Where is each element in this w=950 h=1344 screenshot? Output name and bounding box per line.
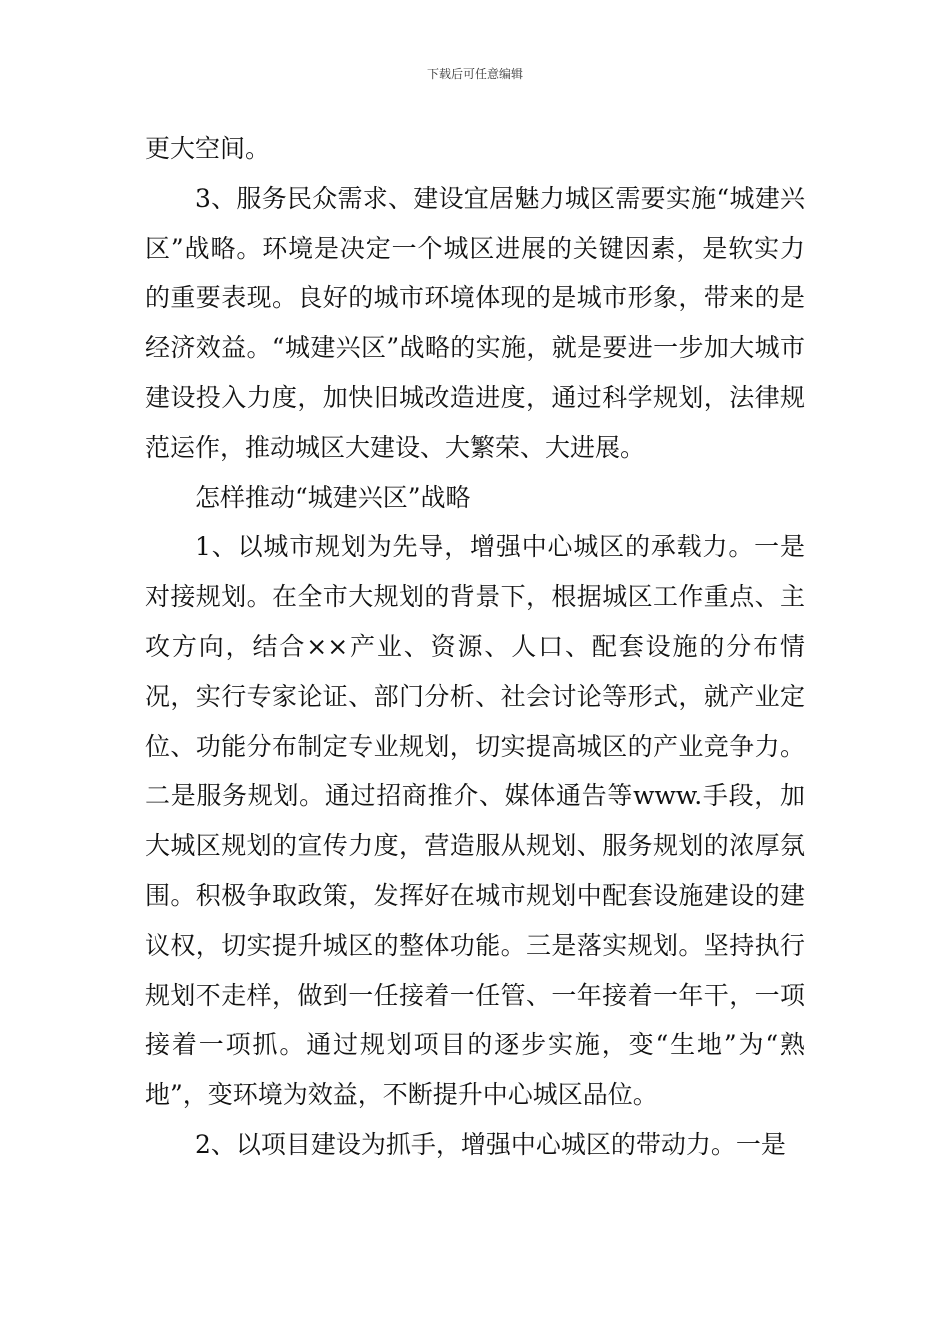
document-body [145,124,805,1170]
header-note: 下载后可任意编辑 [426,67,523,81]
paragraph-point-1: 1、以城市规划为先导，增强中心城区的承载力。一是对接规划。在全市大规划的背景下，根据城区工作重点、主攻方向，结合××产业、资源、人口、配套设施的分布情况，实行专家论证、部门分析、社会讨论等形式，就产业定位、功能分布制定专业规划，切实提高城区的产业竞争力。二是服务规划。通过招商推介、媒体通告等www.手段，加大城区规划的宣传力度，营造服从规划、服务规划的浓厚氛围。积极争取政策，发挥好在城市规划中配套设施建设的建议权，切实提升城区的整体功能。三是落实规划。坚持执行规划不走样，做到一任接着一任管、一年接着一年干，一项接着一项抓。通过规划项目的逐步实施，变“生地”为“熟地”，变环境为效益，不断提升中心城区品位。 [145,532,805,1110]
section-heading: 怎样推动“城建兴区”战略 [195,482,471,512]
paragraph-point-3: 3、服务民众需求、建设宜居魅力城区需要实施“城建兴区”战略。环境是决定一个城区进展的关键因素，是软实力的重要表现。良好的城市环境体现的是城市形象，带来的是经济效益。“城建兴区”战略的实施，就是要进一步加大城市建设投入力度，加快旧城改造进度，通过科学规划，法律规范运作，推动城区大建设、大繁荣、大进展。 [145,183,805,462]
paragraph-continuation: 更大空间。 [145,134,271,163]
paragraph-point-2: 2、以项目建设为抓手，增强中心城区的带动力。一是 [195,1129,786,1159]
